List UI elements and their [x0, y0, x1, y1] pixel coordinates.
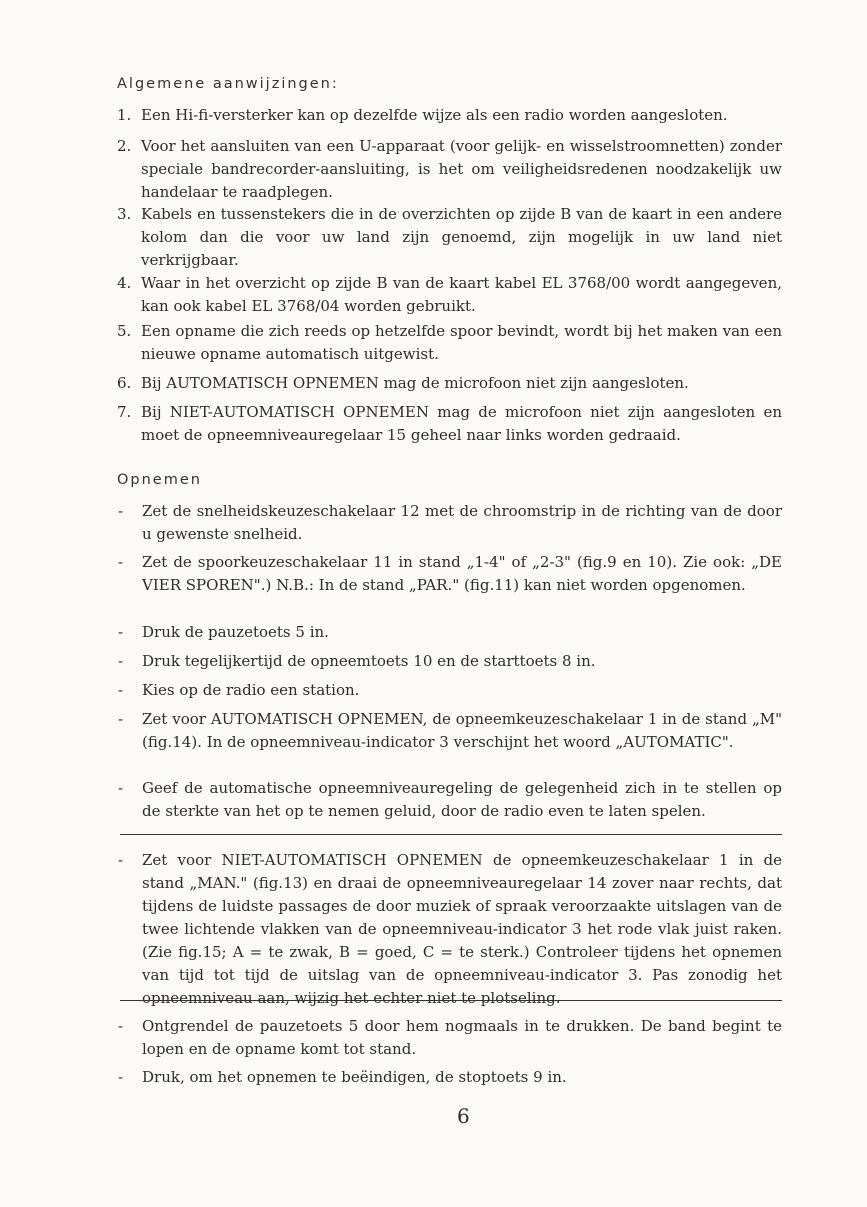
- item-number: 7.: [117, 403, 132, 421]
- item-number: 4.: [117, 274, 132, 292]
- item-text: Een Hi-fi-versterker kan op dezelfde wijze als een radio worden aangesloten.: [141, 106, 728, 124]
- bullet-text: Geef de automatische opneemniveauregeling de gelegenheid zich in te stellen op de sterkte van het op te nemen geluid, door de radio even te laten spelen.: [142, 779, 782, 820]
- bullet-item: [118, 621, 782, 644]
- list-item: [117, 104, 782, 127]
- bullet-text: Zet de spoorkeuzeschakelaar 11 in stand „1-4" of „2-3" (fig.9 en 10). Zie ook: „DE VIER SPOREN".) N.B.: In de stand „PAR." (fig.11) kan niet worden opgenomen.: [142, 553, 782, 594]
- bullet-text: Druk tegelijkertijd de opneemtoets 10 en de starttoets 8 in.: [142, 652, 596, 670]
- list-item: [117, 320, 782, 366]
- item-number: 6.: [117, 374, 132, 392]
- item-number: 2.: [117, 137, 132, 155]
- list-item: [117, 401, 782, 447]
- bullet-item: [118, 1066, 782, 1089]
- item-text: Een opname die zich reeds op hetzelfde spoor bevindt, wordt bij het maken van een nieuwe opname automatisch uitgewist.: [141, 322, 782, 363]
- item-text: Kabels en tussenstekers die in de overzichten op zijde B van de kaart in een andere kolom dan die voor uw land zijn genoemd, zijn mogelijk in uw land niet verkrijgbaar.: [141, 205, 782, 269]
- divider: [120, 834, 782, 835]
- bullet-dash: -: [118, 1068, 124, 1086]
- bullet-item: [118, 650, 782, 673]
- list-item: [117, 372, 782, 395]
- item-text: Bij AUTOMATISCH OPNEMEN mag de microfoon niet zijn aangesloten.: [141, 374, 689, 392]
- bullet-dash: -: [118, 1017, 124, 1035]
- bullet-item: [118, 551, 782, 597]
- list-item: [117, 135, 782, 204]
- bullet-dash: -: [118, 502, 124, 520]
- bullet-text: Ontgrendel de pauzetoets 5 door hem nogmaals in te drukken. De band begint te lopen en de opname komt tot stand.: [142, 1017, 782, 1058]
- bullet-dash: -: [118, 710, 124, 728]
- bullet-dash: -: [118, 623, 124, 641]
- bullet-item: [118, 849, 782, 1010]
- section-heading-general: Algemene aanwijzingen:: [117, 76, 339, 92]
- bullet-text: Zet voor NIET-AUTOMATISCH OPNEMEN de opneemkeuzeschakelaar 1 in de stand „MAN." (fig.13) en draai de opneemniveauregelaar 14 zover naar rechts, dat tijdens de luidste passages de door muziek of spraak veroorzaakte uitslagen van de twee lichtende vlakken van de opneemniveau-indicator 3 het rode vlak juist raken. (Zie fig.15; A = te zwak, B = goed, C = te sterk.) Controleer tijdens het opnemen van tijd tot tijd de uitslag van de opneemniveau-indicator 3. Pas zonodig het opneemniveau aan, wijzig het echter niet te plotseling.: [142, 851, 782, 1007]
- item-number: 5.: [117, 322, 132, 340]
- bullet-text: Druk, om het opnemen te beëindigen, de stoptoets 9 in.: [142, 1068, 567, 1086]
- bullet-item: [118, 679, 782, 702]
- list-item: [117, 203, 782, 272]
- bullet-text: Zet de snelheidskeuzeschakelaar 12 met de chroomstrip in de richting van de door u gewenste snelheid.: [142, 502, 782, 543]
- bullet-dash: -: [118, 779, 124, 797]
- bullet-text: Druk de pauzetoets 5 in.: [142, 623, 329, 641]
- bullet-item: [118, 777, 782, 823]
- item-text: Voor het aansluiten van een U-apparaat (voor gelijk- en wisselstroomnetten) zonder speciale bandrecorder-aansluiting, is het om veiligheidsredenen noodzakelijk uw handelaar te raadplegen.: [141, 137, 782, 201]
- bullet-item: [118, 708, 782, 754]
- section-heading-recording: Opnemen: [117, 472, 202, 488]
- bullet-text: Zet voor AUTOMATISCH OPNEMEN, de opneemkeuzeschakelaar 1 in de stand „M" (fig.14). In de opneemniveau-indicator 3 verschijnt het woord „AUTOMATIC".: [142, 710, 782, 751]
- item-text: Bij NIET-AUTOMATISCH OPNEMEN mag de microfoon niet zijn aangesloten en moet de opneemniveauregelaar 15 geheel naar links worden gedraaid.: [141, 403, 782, 444]
- divider: [120, 1000, 782, 1001]
- bullet-dash: -: [118, 681, 124, 699]
- item-number: 3.: [117, 205, 132, 223]
- bullet-dash: -: [118, 553, 124, 571]
- bullet-text: Kies op de radio een station.: [142, 681, 360, 699]
- item-number: 1.: [117, 106, 132, 124]
- page-number: 6: [457, 1104, 470, 1128]
- bullet-item: [118, 500, 782, 546]
- bullet-item: [118, 1015, 782, 1061]
- item-text: Waar in het overzicht op zijde B van de kaart kabel EL 3768/00 wordt aangegeven, kan ook kabel EL 3768/04 worden gebruikt.: [141, 274, 782, 315]
- bullet-dash: -: [118, 652, 124, 670]
- list-item: [117, 272, 782, 318]
- bullet-dash: -: [118, 851, 124, 869]
